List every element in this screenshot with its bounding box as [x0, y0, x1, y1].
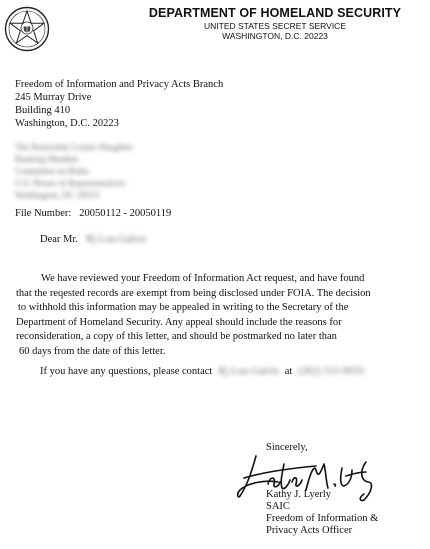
body-line: to withhold this information may be appealed in writing to the Secretary of the — [18, 302, 349, 313]
body-line: that the reqested records are exempt from being disclosed under FOIA. The decision — [16, 287, 371, 299]
contact-prefix: If you have any questions, please contact — [40, 366, 213, 377]
contact-name-redacted: Rj Lou-Galvis — [218, 366, 279, 377]
contact-line — [40, 365, 370, 378]
salutation — [40, 233, 146, 246]
signer-title: Privacy Acts Officer — [266, 525, 353, 536]
salutation-name-redacted: Rj Lou-Galvis — [85, 234, 147, 245]
recipient-line: The Honorable Louise Slaughter — [15, 142, 133, 152]
closing: Sincerely, — [266, 442, 308, 453]
agency-name: UNITED STATES SECRET SERVICE — [203, 21, 346, 31]
file-number-label: File Number: — [15, 208, 72, 219]
signer-title: SAIC — [266, 501, 290, 512]
recipient-address-redacted — [15, 141, 133, 201]
salutation-greeting: Dear Mr. — [40, 234, 78, 245]
file-number — [15, 207, 171, 220]
file-number-value: 20050112 - 20050119 — [79, 208, 172, 219]
body-line: We have reviewed your Freedom of Information Act request, and have found — [41, 273, 365, 284]
sender-line: Washington, D.C. 20223 — [15, 118, 119, 129]
sender-line: 245 Murray Drive — [15, 92, 92, 103]
body-line: reconsideration, a copy of this letter, and should be postmarked no later than — [16, 331, 337, 342]
signer-block — [266, 489, 378, 537]
recipient-line: Committee on Rules — [15, 166, 89, 176]
sender-line: Building 410 — [15, 105, 71, 116]
contact-at: at — [284, 366, 293, 377]
department-name: DEPARTMENT OF HOMELAND SECURITY — [148, 6, 402, 20]
contact-phone-redacted: (202) 515-9033 — [298, 366, 364, 377]
secret-service-seal-icon — [4, 6, 50, 52]
body-line: 60 days from the date of this letter. — [19, 345, 166, 357]
letterhead — [130, 6, 420, 41]
body-line: Department of Homeland Security. Any appeal should include the reasons for — [16, 316, 342, 328]
signer-title: Freedom of Information & — [266, 513, 379, 524]
signer-name: Kathy J. Lyerly — [266, 489, 332, 500]
sender-address — [15, 78, 223, 130]
agency-city: WASHINGTON, D.C. 20223 — [222, 31, 328, 41]
body-paragraph — [16, 272, 416, 359]
recipient-line: Ranking Member — [15, 154, 79, 164]
recipient-line: Washington, DC 20515 — [15, 190, 100, 200]
sender-line: Freedom of Information and Privacy Acts Branch — [15, 79, 224, 90]
recipient-line: U.S. House of Representatives — [15, 178, 126, 188]
